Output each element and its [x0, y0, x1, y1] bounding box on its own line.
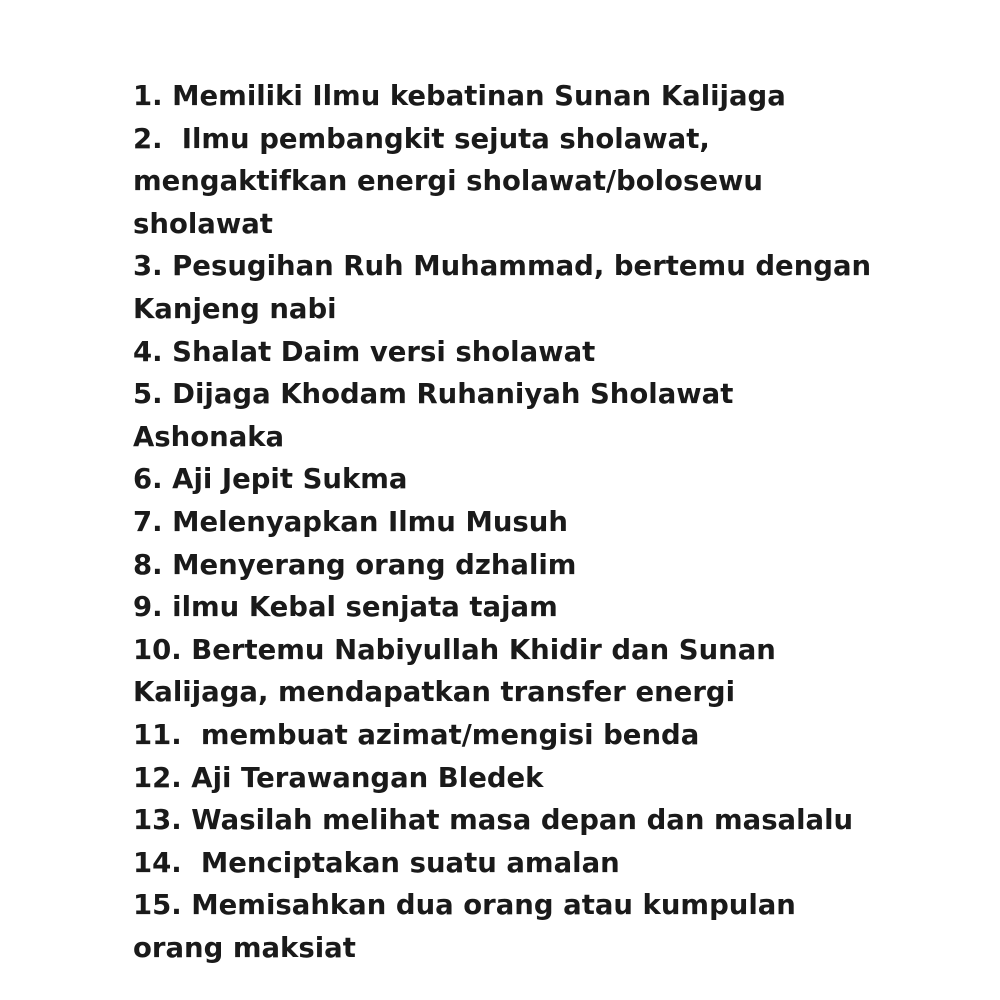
list-line: 9. ilmu Kebal senjata tajam [133, 591, 558, 624]
list-line: orang maksiat [133, 931, 356, 964]
list-line: Kalijaga, mendapatkan transfer energi [133, 676, 735, 709]
list-line: 7. Melenyapkan Ilmu Musuh [133, 505, 568, 538]
list-line: 4. Shalat Daim versi sholawat [133, 335, 596, 368]
list-line: 15. Memisahkan dua orang atau kumpulan [133, 889, 796, 922]
list-line: 8. Menyerang orang dzhalim [133, 548, 577, 581]
numbered-list [133, 75, 873, 969]
list-line: Kanjeng nabi [133, 292, 337, 325]
list-line: mengaktifkan energi sholawat/bolosewu [133, 165, 763, 198]
list-line: 13. Wasilah melihat masa depan dan masalalu [133, 804, 854, 837]
list-line: 11. membuat azimat/mengisi benda [133, 718, 700, 751]
list-line: 5. Dijaga Khodam Ruhaniyah Sholawat [133, 378, 734, 411]
list-line: 10. Bertemu Nabiyullah Khidir dan Sunan [133, 633, 776, 666]
list-line: sholawat [133, 207, 273, 240]
list-line: 2. Ilmu pembangkit sejuta sholawat, [133, 122, 710, 155]
list-line: 3. Pesugihan Ruh Muhammad, bertemu dengan [133, 250, 872, 283]
list-line: 1. Memiliki Ilmu kebatinan Sunan Kalijaga [133, 80, 786, 112]
list-line: 14. Menciptakan suatu amalan [133, 846, 620, 879]
list-line: 12. Aji Terawangan Bledek [133, 761, 544, 794]
list-line: Ashonaka [133, 420, 285, 453]
list-line: 6. Aji Jepit Sukma [133, 463, 408, 496]
